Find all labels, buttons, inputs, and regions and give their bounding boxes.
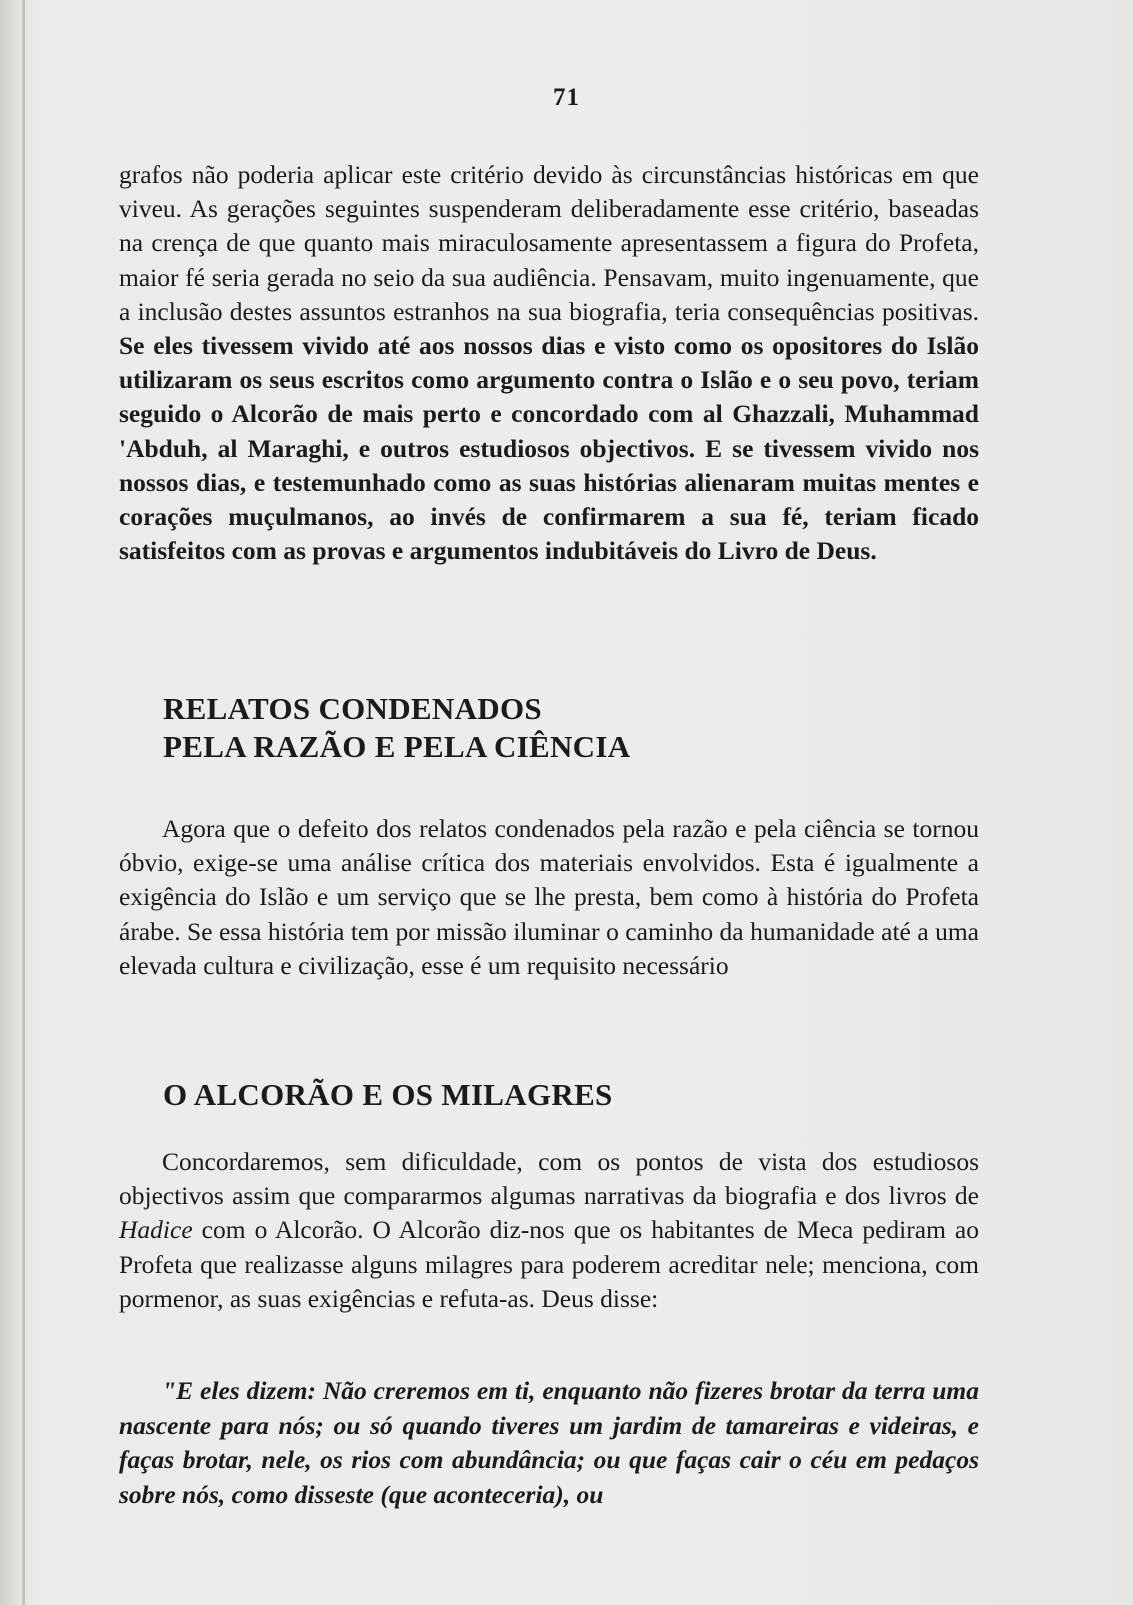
hadice-term: Hadice <box>119 1215 193 1245</box>
quran-quote <box>119 1374 979 1512</box>
binding-gutter <box>22 0 25 1605</box>
intro-plain-text: grafos não poderia aplicar este critério devido às circunstâncias históricas em que viveu. As gerações seguintes suspenderam deliberadamente esse critério, baseadas na crença de que quanto mais miraculosamente apresentassem a figura do Profeta, maior fé seria gerada no seio da sua audiência. Pensavam, muito ingenuamente, que a inclusão destes assuntos estranhos na sua biografia, teria consequências positivas. <box>119 160 979 326</box>
page-number: 71 <box>553 84 580 111</box>
intro-bold-text: Se eles tivessem vivido até aos nossos dias e visto como os opositores do Islão utilizaram os seus escritos como argumento contra o Islão e o seu povo, teriam seguido o Alcorão de mais perto e concordado com al Ghazzali, Muhammad 'Abduh, al Maraghi, e outros estudiosos objectivos. E se tivessem vivido nos nossos dias, e testemunhado como as suas histórias alienaram muitas mentes e corações muçulmanos, ao invés de confirmarem a sua fé, teriam ficado satisfeitos com as provas e argumentos indubitáveis do Livro de Deus. <box>119 331 979 566</box>
section-heading-alcorao: O ALCORÃO E OS MILAGRES <box>163 1077 613 1112</box>
heading-line-1: RELATOS CONDENADOS <box>163 691 542 726</box>
intro-paragraph <box>119 158 979 568</box>
alcorao-text-before: Concordaremos, sem dificuldade, com os pontos de vista dos estudiosos objectivos assim que compararmos algumas narrativas da biografia e dos livros de <box>119 1147 979 1211</box>
quote-text: "E eles dizem: Não creremos em ti, enquanto não fizeres brotar da terra uma nascente para nós; ou só quando tiveres um jardim de tamareiras e videiras, e faças brotar, nele, os rios com abundância; ou que faças cair o céu em pedaços sobre nós, como disseste (que aconteceria), ou <box>119 1376 979 1509</box>
section-relatos-paragraph <box>119 812 979 983</box>
heading-line-2: PELA RAZÃO E PELA CIÊNCIA <box>163 729 631 764</box>
relatos-text: Agora que o defeito dos relatos condenados pela razão e pela ciência se tornou óbvio, exige-se uma análise crítica dos materiais envolvidos. Esta é igualmente a exigência do Islão e um serviço que se lhe presta, bem como à história do Profeta árabe. Se essa história tem por missão iluminar o caminho da humanidade até a uma elevada cultura e civilização, esse é um requisito necessário <box>119 814 979 980</box>
alcorao-text-after: com o Alcorão. O Alcorão diz-nos que os habitantes de Meca pediram ao Profeta que realizasse alguns milagres para poderem acreditar nele; menciona, com pormenor, as suas exigências e refuta-as. Deus disse: <box>119 1215 979 1313</box>
section-heading-relatos <box>163 690 630 766</box>
section-alcorao-paragraph <box>119 1145 979 1316</box>
